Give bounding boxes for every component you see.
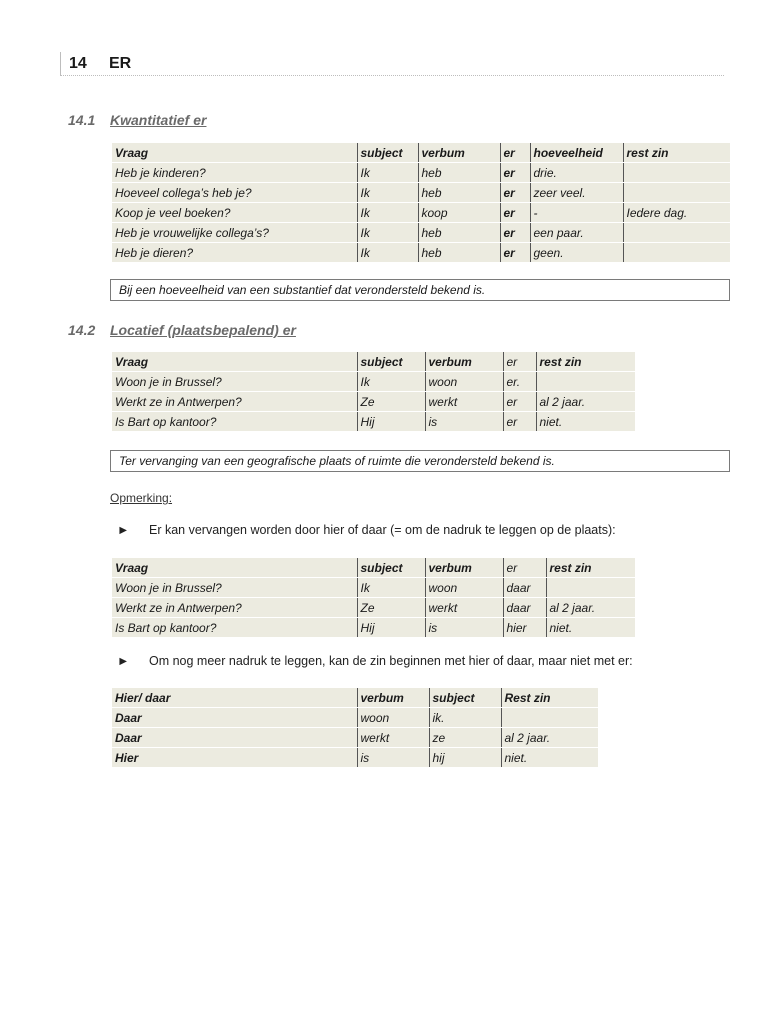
table-cell: er — [500, 183, 530, 203]
header-cell: rest zin — [623, 143, 730, 163]
table-cell: er. — [503, 372, 536, 392]
bullet-text: Om nog meer nadruk te leggen, kan de zin beginnen met hier of daar, maar niet met er: — [149, 654, 633, 668]
table-cell: Ze — [357, 392, 425, 412]
table-cell: Heb je kinderen? — [112, 163, 357, 183]
table-cell — [623, 223, 730, 243]
table-row — [112, 223, 730, 243]
table-cell: heb — [418, 183, 500, 203]
table-cell: er — [500, 203, 530, 223]
table-row — [112, 728, 598, 748]
header-cell: Rest zin — [501, 688, 598, 708]
header-cell: subject — [357, 143, 418, 163]
header-cell: rest zin — [536, 352, 635, 372]
header-cell: Vraag — [112, 143, 357, 163]
header-cell: hoeveelheid — [530, 143, 623, 163]
header-cell: subject — [429, 688, 501, 708]
section-number: 14.2 — [68, 322, 96, 338]
table-cell: Is Bart op kantoor? — [112, 412, 357, 432]
table-cell: een paar. — [530, 223, 623, 243]
table-cell: - — [530, 203, 623, 223]
table-hier-daar — [112, 558, 635, 638]
table-row — [112, 618, 635, 638]
chapter-number: 14 — [69, 55, 87, 72]
table-cell: koop — [418, 203, 500, 223]
table-cell: Heb je dieren? — [112, 243, 357, 263]
table-cell: al 2 jaar. — [501, 728, 598, 748]
table-cell: is — [425, 618, 503, 638]
table-row — [112, 183, 730, 203]
table-cell: er — [503, 412, 536, 432]
table-row — [112, 392, 635, 412]
table-cell: er — [500, 163, 530, 183]
table-cell: hier — [503, 618, 546, 638]
table-cell: ze — [429, 728, 501, 748]
table-cell: Ik — [357, 183, 418, 203]
table-header-row — [112, 558, 635, 578]
table-cell: Hoeveel collega’s heb je? — [112, 183, 357, 203]
table-row — [112, 163, 730, 183]
table-cell: Woon je in Brussel? — [112, 372, 357, 392]
table-cell: werkt — [425, 598, 503, 618]
section-number: 14.1 — [68, 112, 96, 128]
table-cell: Daar — [112, 708, 357, 728]
header-cell: verbum — [425, 352, 503, 372]
table-cell: is — [425, 412, 503, 432]
table-row — [112, 243, 730, 263]
table-cell: Ik — [357, 578, 425, 598]
table-row — [112, 578, 635, 598]
table-cell: hij — [429, 748, 501, 768]
header-cell: Vraag — [112, 352, 357, 372]
header-cell: verbum — [357, 688, 429, 708]
table-cell: niet. — [546, 618, 635, 638]
section-title: Kwantitatief er — [110, 112, 207, 128]
table-cell: er — [500, 243, 530, 263]
table-row — [112, 203, 730, 223]
header-cell: er — [503, 558, 546, 578]
header-cell: er — [503, 352, 536, 372]
table-cell: er — [503, 392, 536, 412]
table-cell: Woon je in Brussel? — [112, 578, 357, 598]
table-cell: Iedere dag. — [623, 203, 730, 223]
header-cell: subject — [357, 352, 425, 372]
table-row — [112, 748, 598, 768]
bullet-1 — [117, 523, 616, 537]
table-header-row — [112, 352, 635, 372]
bullet-2 — [117, 654, 633, 668]
table-cell: Koop je veel boeken? — [112, 203, 357, 223]
table-cell: is — [357, 748, 429, 768]
table-row — [112, 708, 598, 728]
table-cell: Daar — [112, 728, 357, 748]
header-cell: er — [500, 143, 530, 163]
table-cell — [501, 708, 598, 728]
header-cell: Hier/ daar — [112, 688, 357, 708]
chapter-title: ER — [109, 55, 132, 72]
note-heading: Opmerking: — [110, 491, 173, 505]
table-cell: heb — [418, 223, 500, 243]
table-cell: Ze — [357, 598, 425, 618]
table-cell — [536, 372, 635, 392]
table-cell: zeer veel. — [530, 183, 623, 203]
section-heading-14-2 — [68, 322, 296, 338]
table-cell: werkt — [357, 728, 429, 748]
table-cell: Heb je vrouwelijke collega’s? — [112, 223, 357, 243]
table-cell: Ik — [357, 203, 418, 223]
table-cell: werkt — [425, 392, 503, 412]
table-header-row — [112, 688, 598, 708]
table-cell: woon — [357, 708, 429, 728]
table-cell — [623, 243, 730, 263]
table-cell: ik. — [429, 708, 501, 728]
section-title: Locatief (plaatsbepalend) er — [110, 322, 296, 338]
table-cell: daar — [503, 598, 546, 618]
table-row — [112, 598, 635, 618]
table-cell: Ik — [357, 372, 425, 392]
header-cell: verbum — [418, 143, 500, 163]
section-heading-14-1 — [68, 112, 206, 128]
header-cell: verbum — [425, 558, 503, 578]
table-cell: er — [500, 223, 530, 243]
table-cell: geen. — [530, 243, 623, 263]
triangle-bullet-icon: ► — [117, 523, 130, 537]
table-cell: Hier — [112, 748, 357, 768]
table-cell: heb — [418, 163, 500, 183]
table-cell: al 2 jaar. — [536, 392, 635, 412]
header-cell: Vraag — [112, 558, 357, 578]
table-cell — [623, 163, 730, 183]
table-cell — [623, 183, 730, 203]
table-cell: drie. — [530, 163, 623, 183]
table-cell: Hij — [357, 412, 425, 432]
explanation-box-kwantitatief: Bij een hoeveelheid van een substantief dat verondersteld bekend is. — [110, 279, 730, 301]
table-cell: Werkt ze in Antwerpen? — [112, 598, 357, 618]
table-cell: niet. — [536, 412, 635, 432]
header-cell: rest zin — [546, 558, 635, 578]
explanation-box-locatief: Ter vervanging van een geografische plaats of ruimte die verondersteld bekend is. — [110, 450, 730, 472]
table-cell: Hij — [357, 618, 425, 638]
table-header-row — [112, 143, 730, 163]
table-cell: Ik — [357, 163, 418, 183]
table-cell: woon — [425, 372, 503, 392]
table-row — [112, 372, 635, 392]
table-cell: Werkt ze in Antwerpen? — [112, 392, 357, 412]
table-cell: Ik — [357, 223, 418, 243]
table-cell — [546, 578, 635, 598]
table-cell: heb — [418, 243, 500, 263]
table-cell: woon — [425, 578, 503, 598]
table-emphasis-hier-daar — [112, 688, 598, 768]
table-cell: Is Bart op kantoor? — [112, 618, 357, 638]
table-cell: Ik — [357, 243, 418, 263]
table-cell: al 2 jaar. — [546, 598, 635, 618]
table-cell: daar — [503, 578, 546, 598]
table-locatief-er — [112, 352, 635, 432]
bullet-text: Er kan vervangen worden door hier of daar (= om de nadruk te leggen op de plaats): — [149, 523, 616, 537]
table-kwantitatief-er — [112, 143, 730, 263]
table-row — [112, 412, 635, 432]
triangle-bullet-icon: ► — [117, 654, 130, 668]
header-cell: subject — [357, 558, 425, 578]
table-cell: niet. — [501, 748, 598, 768]
chapter-heading — [60, 52, 724, 76]
